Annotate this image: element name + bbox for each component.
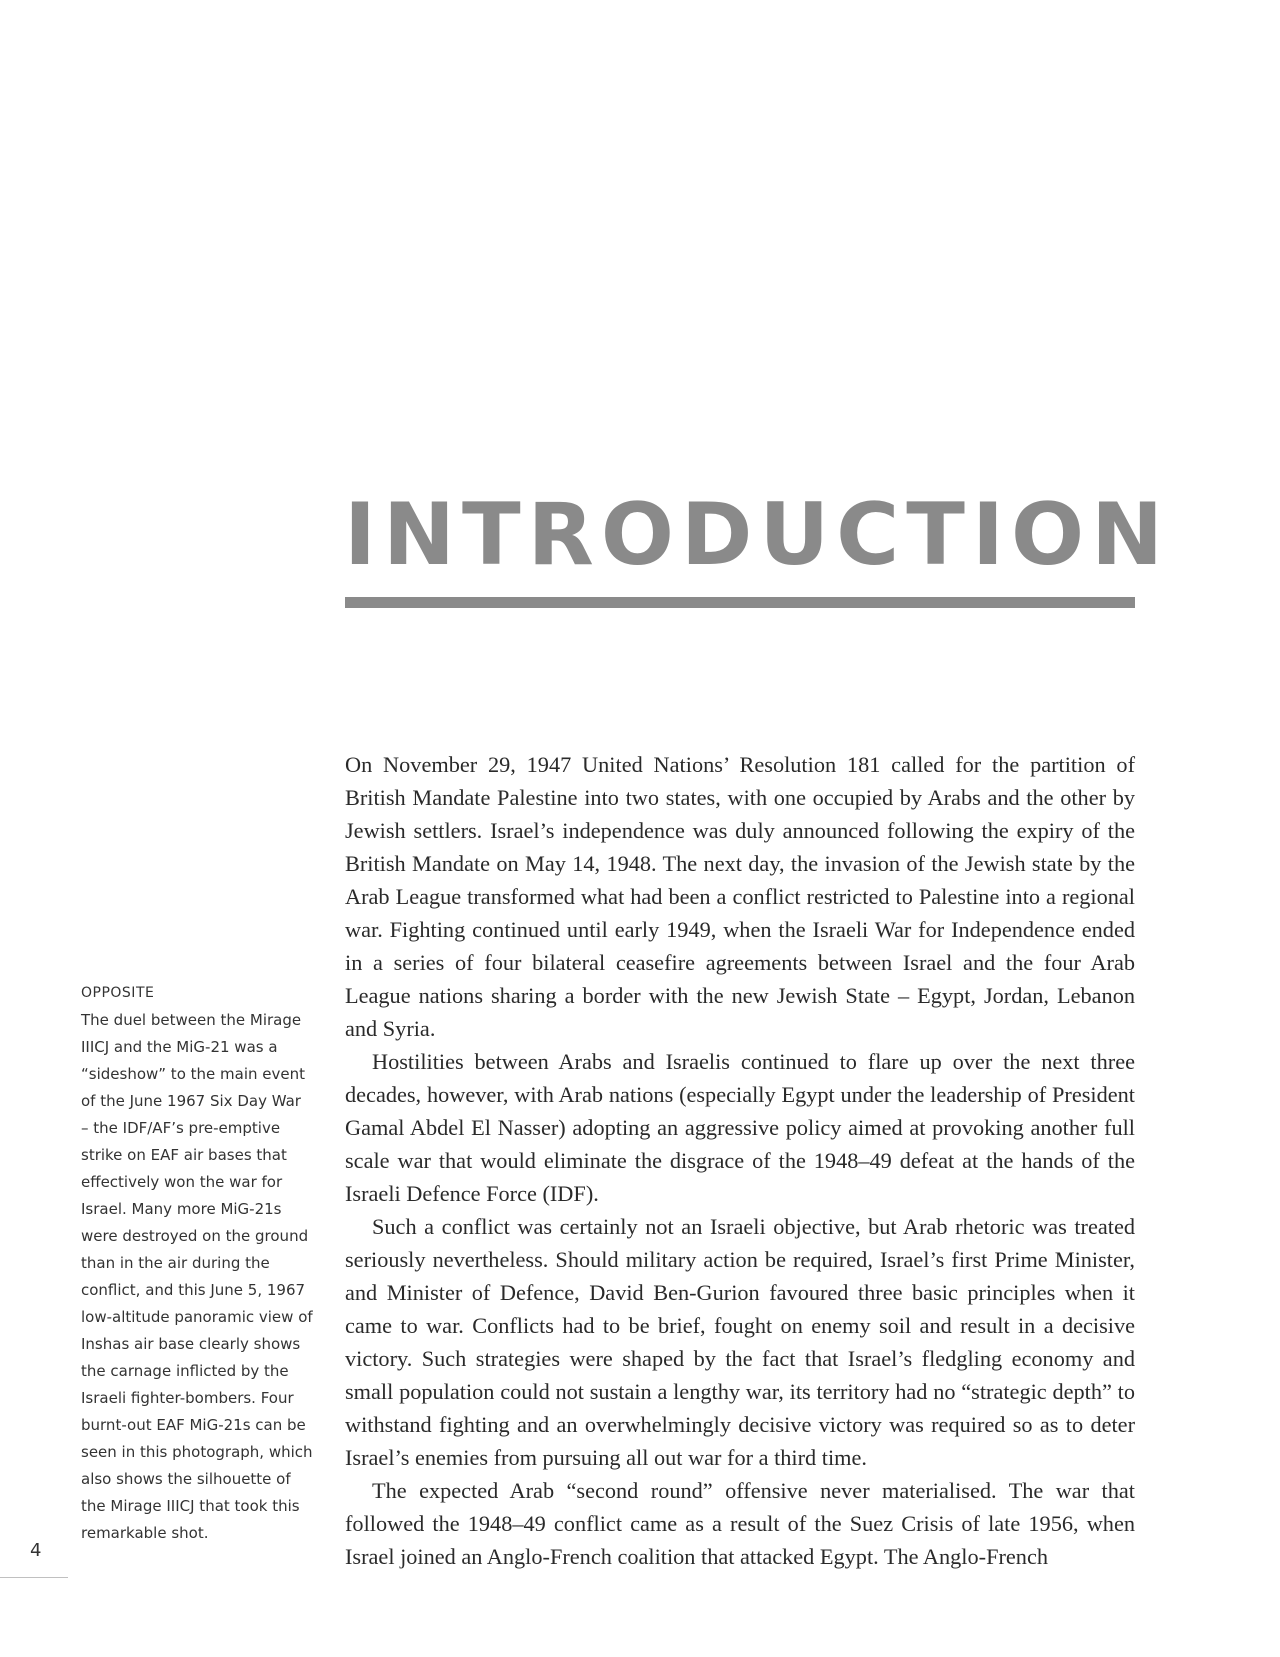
caption-text: The duel between the Mirage IIICJ and the MiG-21 was a “sideshow” to the main event of the June 1967 Six Day War – the IDF/AF’s pre-emptive strike on EAF air bases that effectively won the war for Israel. Many more MiG-21s were destroyed on the ground than in the air during the conflict, and this June 5, 1967 low-altitude panoramic view of Inshas air base clearly shows the carnage inflicted by the Israeli fighter-bombers. Four burnt-out EAF MiG-21s can be seen in this photograph, which also shows the silhouette of the Mirage IIICJ that took this remarkable shot.: [81, 1011, 313, 1542]
page-number: 4: [30, 1540, 42, 1561]
body-paragraph: The expected Arab “second round” offensive never materialised. The war that followed the 1948–49 conflict came as a result of the Suez Crisis of late 1956, when Israel joined an Anglo-French coalition that attacked Egypt. The Anglo-French: [345, 1478, 1135, 1569]
page-number-rule: [0, 1577, 68, 1578]
body-paragraph: Such a conflict was certainly not an Israeli objective, but Arab rhetoric was treated seriously nevertheless. Should military action be required, Israel’s first Prime Minister, and Minister of Defence, David Ben-Gurion favoured three basic principles when it came to war. Conflicts had to be brief, fought on enemy soil and result in a decisive victory. Such strategies were shaped by the fact that Israel’s fledgling economy and small population could not sustain a lengthy war, its territory had no “strategic depth” to withstand fighting and an overwhelmingly decisive victory was required so as to deter Israel’s enemies from pursuing all out war for a third time.: [345, 1214, 1135, 1470]
body-paragraph: On November 29, 1947 United Nations’ Resolution 181 called for the partition of British Mandate Palestine into two states, with one occupied by Arabs and the other by Jewish settlers. Israel’s independence was duly announced following the expiry of the British Mandate on May 14, 1948. The next day, the invasion of the Jewish state by the Arab League transformed what had been a conflict restricted to Palestine into a regional war. Fighting continued until early 1949, when the Israeli War for Independence ended in a series of four bilateral ceasefire agreements between Israel and the four Arab League nations sharing a border with the new Jewish State – Egypt, Jordan, Lebanon and Syria.: [345, 752, 1135, 1041]
title-underline: [345, 597, 1135, 608]
body-paragraph: Hostilities between Arabs and Israelis continued to flare up over the next three decades, however, with Arab nations (especially Egypt under the leadership of President Gamal Abdel El Nasser) adopting an aggressive policy aimed at provoking another full scale war that would eliminate the disgrace of the 1948–49 defeat at the hands of the Israeli Defence Force (IDF).: [345, 1049, 1135, 1206]
chapter-title: INTRODUCTION: [344, 485, 1171, 585]
caption-label: OPPOSITE: [81, 985, 155, 1001]
photo-caption: [81, 980, 313, 1547]
body-text: [345, 748, 1135, 1573]
